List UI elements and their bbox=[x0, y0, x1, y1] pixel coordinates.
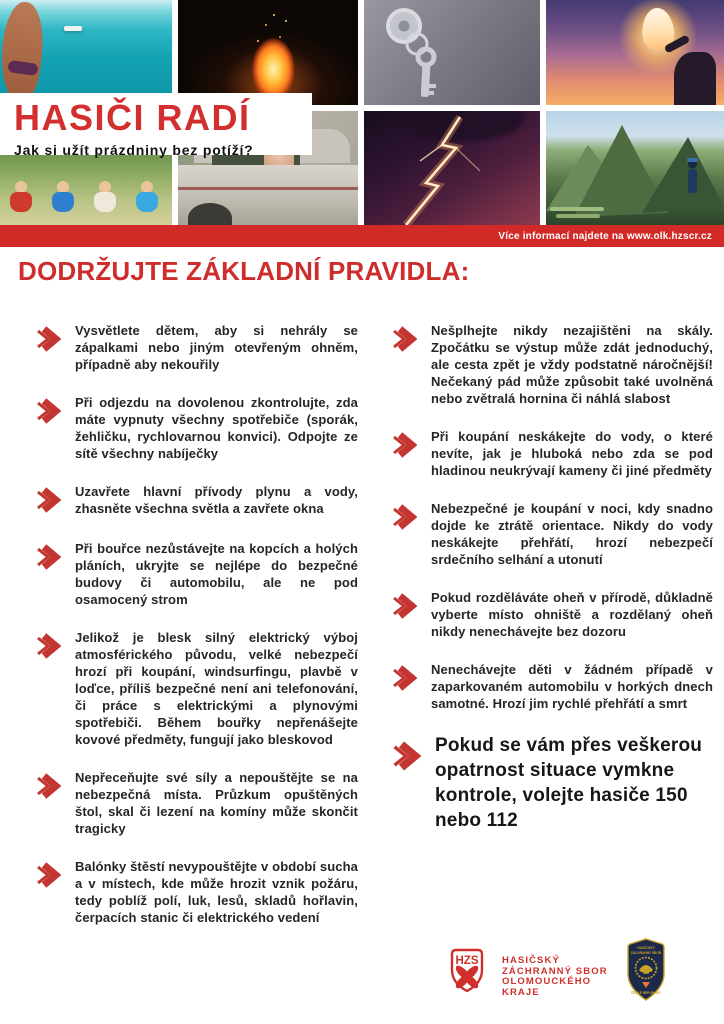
child-figure bbox=[134, 181, 160, 215]
rules-column-right bbox=[391, 322, 713, 947]
child-figure bbox=[50, 181, 76, 215]
hzs-monogram: HZS bbox=[455, 955, 479, 967]
badge-top-text-2: ZÁCHRANNÝ SBOR bbox=[630, 951, 662, 955]
rules-column-left bbox=[35, 322, 358, 947]
poster-subtitle: Jak si užít prázdniny bez potíží? bbox=[14, 142, 254, 158]
double-chevron-icon bbox=[35, 322, 61, 373]
double-chevron-icon bbox=[391, 661, 417, 712]
info-banner bbox=[0, 225, 724, 247]
rule-text: Nebezpečné je koupání v noci, kdy snadno dojde ke ztrátě orientace. Nikdy do vody neskákejte přehřátí, hrozí nebezpečí srdečního selhání a utonutí bbox=[431, 501, 713, 567]
organization-name-line: ZÁCHRANNÝ SBOR bbox=[502, 965, 608, 977]
emergency-call-text: Pokud se vám přes veškerou opatrnost situace vymkne kontrole, volejte hasiče 150 nebo 112 bbox=[435, 735, 703, 831]
rule-item bbox=[35, 769, 358, 837]
sparks bbox=[273, 14, 275, 16]
rule-text: Nepřeceňujte své síly a nepouštějte se na nebezpečná místa. Průzkum opuštěných štol, skal či lezení na komíny může skončit tragicky bbox=[75, 770, 358, 836]
rules-heading: DODRŽUJTE ZÁKLADNÍ PRAVIDLA: bbox=[18, 256, 470, 286]
double-chevron-icon bbox=[35, 483, 61, 519]
lightning-bolt-illustration bbox=[364, 111, 540, 225]
beach-swimmer-photo bbox=[0, 0, 172, 105]
rule-item bbox=[35, 858, 358, 926]
double-chevron-icon bbox=[391, 733, 421, 833]
rule-item bbox=[35, 629, 358, 748]
rule-item bbox=[391, 500, 713, 568]
rule-item bbox=[391, 661, 713, 712]
lightning-storm-photo bbox=[364, 111, 540, 225]
boy-silhouette bbox=[674, 52, 716, 105]
double-chevron-icon bbox=[391, 428, 417, 479]
rule-text: Jelikož je blesk silný elektrický výboj atmosférického původu, velké nebezpečí hrozí při koupání, windsurfingu, plavbě v loďce, příliš bezpečné není ani telefonování, či práce s elektrickými a plynovými spotřebiči. Během bouřky nepřenášejte kovové předměty, fungují jako bleskovod bbox=[75, 630, 358, 747]
organization-name-line: HASIČSKÝ bbox=[502, 955, 560, 966]
child-shirt bbox=[94, 192, 116, 212]
double-chevron-icon bbox=[35, 394, 61, 462]
child-shirt bbox=[136, 192, 158, 212]
rule-text: Nenechávejte děti v žádném případě v zaparkovaném automobilu v horkých dnech samotné. Hrozí jim rychlé přehřátí a smrt bbox=[431, 662, 713, 711]
rule-item bbox=[35, 540, 358, 608]
rule-text: Při koupání neskákejte do vody, o které nevíte, jak je hluboká nebo zda se pod hladinou neukrývají kameny či jiné předměty bbox=[431, 429, 713, 478]
badge-bottom-text: ČESKÉ REPUBLIKY bbox=[630, 991, 662, 995]
rule-item bbox=[35, 322, 358, 373]
emergency-call-cta bbox=[391, 733, 713, 833]
rule-item bbox=[35, 483, 358, 519]
machu-picchu-hiker-photo bbox=[546, 111, 724, 225]
rule-text: Při odjezdu na dovolenou zkontrolujte, zda máte vypnuty všechny spotřebiče (sporák, žehličku, rychlovarnou konvici). Odpojte ze sítě všechny nabíječky bbox=[75, 395, 358, 461]
poster-title: HASIČI RADÍ bbox=[14, 97, 251, 138]
keys-in-door-lock-photo bbox=[364, 0, 540, 105]
car-wheel-arch bbox=[188, 203, 232, 225]
child-shirt bbox=[52, 192, 74, 212]
double-chevron-icon bbox=[391, 589, 417, 640]
double-chevron-icon bbox=[35, 769, 61, 837]
rule-item bbox=[35, 394, 358, 462]
organization-name bbox=[502, 956, 608, 998]
swimmer-silhouette bbox=[0, 0, 47, 104]
title-box bbox=[0, 93, 312, 158]
organization-name-line: KRAJE bbox=[502, 986, 540, 998]
hzs-cr-badge bbox=[626, 938, 666, 1002]
boat bbox=[64, 26, 82, 31]
double-chevron-icon bbox=[35, 629, 61, 748]
info-banner-text: Více informací najdete na www.olk.hzscr.cz bbox=[498, 230, 712, 242]
double-chevron-icon bbox=[391, 322, 417, 407]
double-chevron-icon bbox=[35, 540, 61, 608]
hzs-logo bbox=[447, 947, 487, 1001]
rules-columns bbox=[35, 322, 713, 947]
double-chevron-icon bbox=[35, 858, 61, 926]
child-shirt bbox=[10, 192, 32, 212]
rule-text: Při bouřce nezůstávejte na kopcích a holých pláních, ukryjte se nejlépe do bezpečné budovy či automobilu, ale ne pod osamocený strom bbox=[75, 541, 358, 607]
rule-item bbox=[391, 589, 713, 640]
organization-name-line: OLOMOUCKÉHO bbox=[502, 976, 592, 987]
child-figure bbox=[8, 181, 34, 215]
child-figure bbox=[92, 181, 118, 215]
double-chevron-icon bbox=[391, 500, 417, 568]
badge-top-text-1: HASIČSKÝ bbox=[637, 946, 655, 950]
sky-lantern-photo bbox=[546, 0, 724, 105]
rule-item bbox=[391, 322, 713, 407]
rule-text: Uzavřete hlavní přívody plynu a vody, zhasněte všechna světla a zavřete okna bbox=[75, 484, 358, 516]
rule-text: Balónky štěstí nevypouštějte v období sucha a v místech, kde může hrozit vznik požáru, tedy poblíž polí, luk, lesů, skladů hořlavin, čerpacích stanic či elektrického vedení bbox=[75, 859, 358, 925]
car-stripe bbox=[178, 187, 358, 190]
rule-item bbox=[391, 428, 713, 479]
keys-illustration bbox=[364, 0, 540, 105]
mountains-illustration bbox=[546, 111, 724, 225]
rule-text: Vysvětlete dětem, aby si nehrály se zápalkami nebo jiným otevřeným ohněm, případně aby nekouřily bbox=[75, 323, 358, 372]
rule-text: Nešplhejte nikdy nezajištěni na skály. Zpočátku se výstup může zdát jednoduchý, ale cesta zpět je vždy podstatně náročnější! Nečekaný pád může způsobit také uvolněná nebo zvětralá hornina či náhlá slabost bbox=[431, 323, 713, 406]
rule-text: Pokud rozděláváte oheň v přírodě, důkladně vyberte místo ohniště a rozdělaný oheň nikdy nenechávejte bez dozoru bbox=[431, 590, 713, 639]
night-campfire-photo bbox=[178, 0, 358, 105]
